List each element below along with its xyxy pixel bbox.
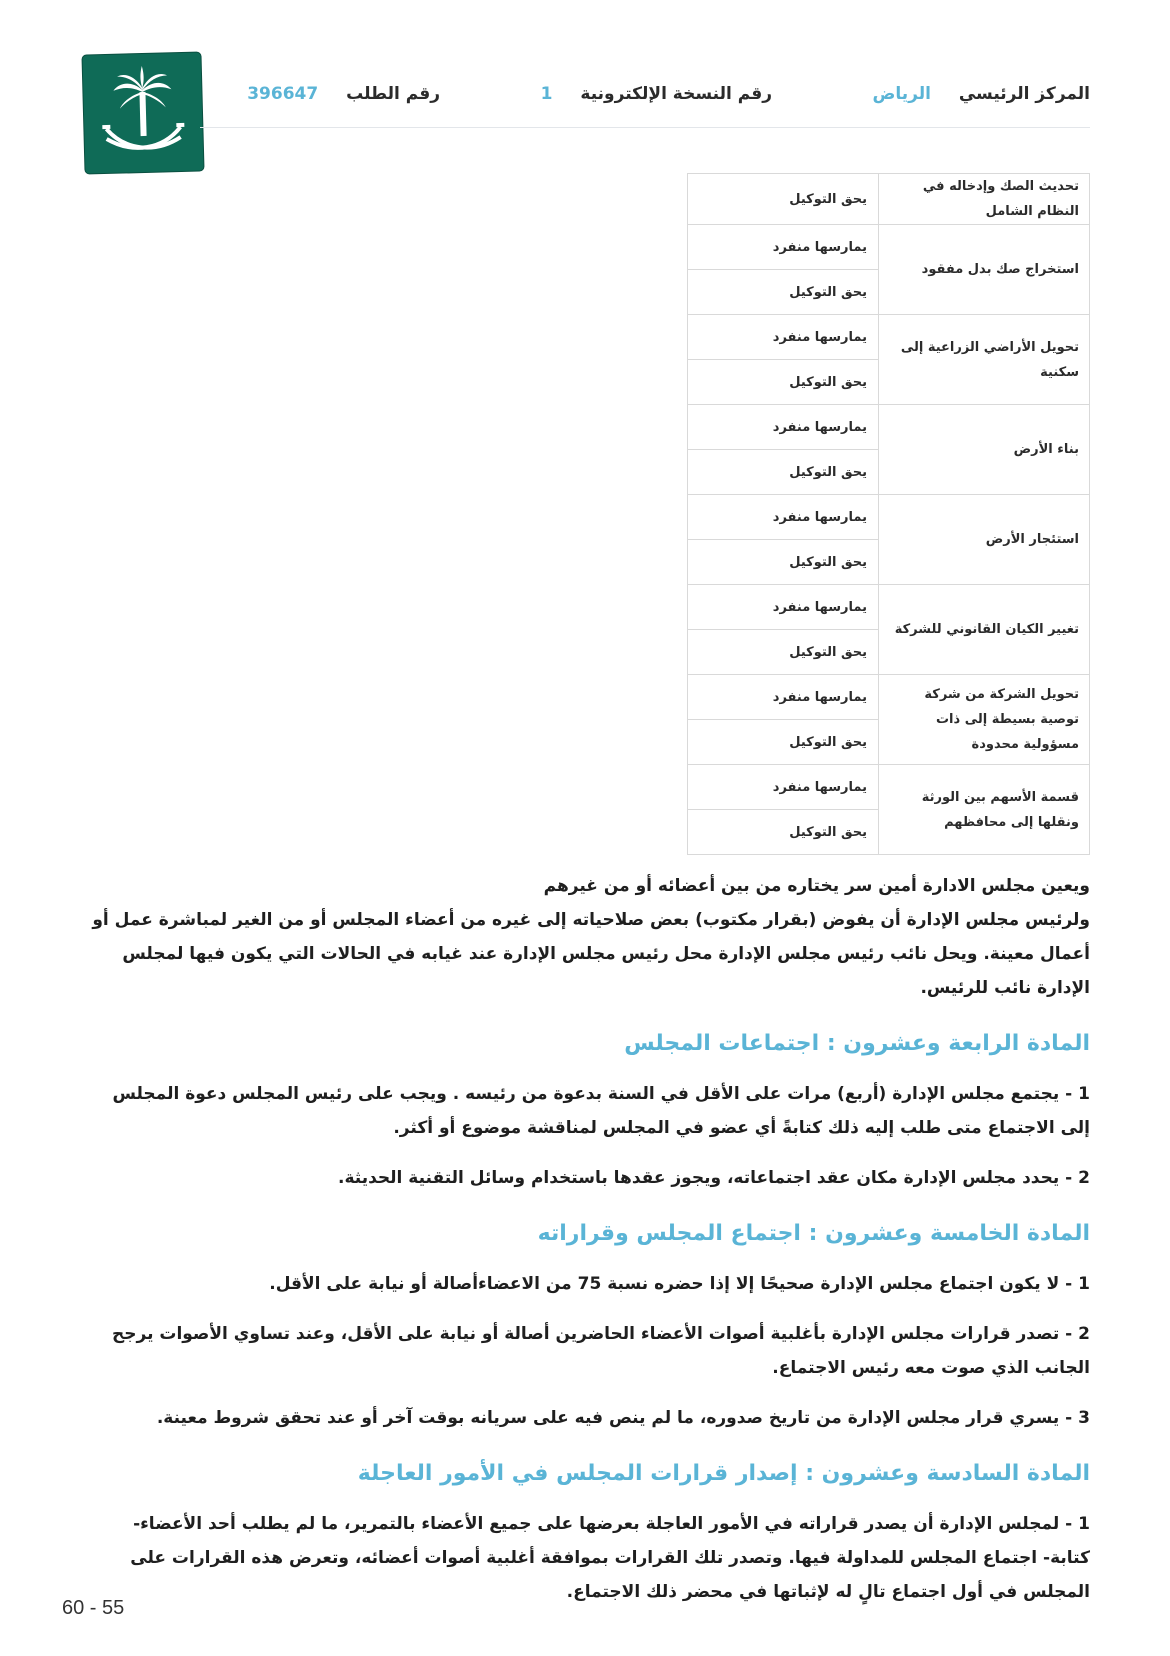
request-number-label: رقم الطلب bbox=[346, 84, 440, 104]
request-number-field bbox=[247, 84, 440, 104]
authority-value: يمارسها منفرد bbox=[688, 315, 879, 360]
national-emblem-logo bbox=[82, 52, 203, 173]
authority-value: يمارسها منفرد bbox=[688, 405, 879, 450]
authority-value: يحق التوكيل bbox=[688, 810, 879, 855]
page-number: 60 - 55 bbox=[62, 1597, 125, 1619]
authority-value: يحق التوكيل bbox=[688, 174, 879, 225]
authority-name: تحويل الشركة من شركة توصية بسيطة إلى ذات مسؤولية محدودة bbox=[879, 675, 1090, 765]
authority-value: يحق التوكيل bbox=[688, 630, 879, 675]
copy-number-value: 1 bbox=[540, 84, 553, 104]
authority-value: يحق التوكيل bbox=[688, 450, 879, 495]
table-row bbox=[688, 225, 1090, 270]
authority-value: يمارسها منفرد bbox=[688, 225, 879, 270]
intro-paragraph: ولرئيس مجلس الإدارة أن يفوض (بقرار مكتوب) بعض صلاحياته إلى غيره من أعضاء المجلس أو من الغير لمباشرة عمل أو أعمال معينة. ويحل نائب رئيس مجلس الإدارة محل رئيس مجلس الإدارة عند غيابه في الحالات التي يكون فيها لمجلس الإدارة نائب للرئيس. bbox=[92, 910, 1090, 998]
table-row bbox=[688, 585, 1090, 630]
article-25-clause-2: 2 - تصدر قرارات مجلس الإدارة بأغلبية أصوات الأعضاء الحاضرين أصالة أو نيابة على الأقل، وعند تساوي الأصوات يرجح الجانب الذي صوت معه رئيس الاجتماع. bbox=[111, 1324, 1090, 1378]
authority-name: تحديث الصك وإدخاله في النظام الشامل bbox=[879, 174, 1090, 225]
document-header bbox=[220, 80, 1090, 120]
table-row bbox=[688, 495, 1090, 540]
authority-value: يمارسها منفرد bbox=[688, 495, 879, 540]
copy-number-field bbox=[541, 84, 772, 104]
table-row bbox=[688, 765, 1090, 810]
authority-value: يحق التوكيل bbox=[688, 540, 879, 585]
article-25-clause-1: 1 - لا يكون اجتماع مجلس الإدارة صحيحًا إلا إذا حضره نسبة 75 من الاعضاءأصالة أو نيابة على الأقل. bbox=[269, 1274, 1090, 1294]
copy-number-label: رقم النسخة الإلكترونية bbox=[580, 84, 772, 104]
table-row bbox=[688, 315, 1090, 360]
branch-label: المركز الرئيسي bbox=[958, 84, 1090, 104]
authority-value: يحق التوكيل bbox=[688, 270, 879, 315]
authority-value: يمارسها منفرد bbox=[688, 765, 879, 810]
branch-field bbox=[872, 84, 1090, 104]
authority-value: يمارسها منفرد bbox=[688, 585, 879, 630]
authority-value: يحق التوكيل bbox=[688, 360, 879, 405]
authority-value: يحق التوكيل bbox=[688, 720, 879, 765]
palm-and-swords-icon bbox=[82, 52, 203, 173]
header-divider bbox=[200, 127, 1090, 128]
article-24-clause-1: 1 - يجتمع مجلس الإدارة (أربع) مرات على الأقل في السنة بدعوة من رئيسه . ويجب على رئيس المجلس دعوة المجلس إلى الاجتماع متى طلب إليه ذلك كتابةً أي عضو في المجلس لمناقشة موضوع أو أكثر. bbox=[112, 1084, 1090, 1138]
authorities-table bbox=[687, 173, 1090, 855]
article-26-clause-1: 1 - لمجلس الإدارة أن يصدر قراراته في الأمور العاجلة بعرضها على جميع الأعضاء بالتمرير، ما لم يطلب أحد الأعضاء- كتابة- اجتماع المجلس للمداولة فيها. وتصدر تلك القرارات بموافقة أغلبية أصوات أعضائه، وتعرض هذه القرارات على المجلس في أول اجتماع تالٍ له لإثباتها في محضر ذلك الاجتماع. bbox=[130, 1514, 1090, 1602]
table-row bbox=[688, 675, 1090, 720]
article-24-clause-2: 2 - يحدد مجلس الإدارة مكان عقد اجتماعاته، ويجوز عقدها باستخدام وسائل التقنية الحديثة. bbox=[338, 1168, 1090, 1188]
authority-name: تحويل الأراضي الزراعية إلى سكنية bbox=[879, 315, 1090, 405]
table-row bbox=[688, 405, 1090, 450]
article-25-heading: المادة الخامسة وعشرون : اجتماع المجلس وقراراته bbox=[537, 1221, 1090, 1246]
authority-name: بناء الأرض bbox=[879, 405, 1090, 495]
request-number-value: 396647 bbox=[247, 84, 319, 104]
authority-name: تغيير الكيان القانوني للشركة bbox=[879, 585, 1090, 675]
document-body bbox=[88, 869, 1090, 1609]
intro-paragraph: ويعين مجلس الادارة أمين سر يختاره من بين أعضائه أو من غيرهم bbox=[543, 876, 1090, 896]
branch-value: الرياض bbox=[872, 84, 931, 104]
authority-name: استئجار الأرض bbox=[879, 495, 1090, 585]
authority-name: استخراج صك بدل مفقود bbox=[879, 225, 1090, 315]
article-24-heading: المادة الرابعة وعشرون : اجتماعات المجلس bbox=[624, 1031, 1090, 1056]
article-26-heading: المادة السادسة وعشرون : إصدار قرارات المجلس في الأمور العاجلة bbox=[357, 1461, 1090, 1486]
authority-value: يمارسها منفرد bbox=[688, 675, 879, 720]
authority-name: قسمة الأسهم بين الورثة ونقلها إلى محافظهم bbox=[879, 765, 1090, 855]
article-25-clause-3: 3 - يسري قرار مجلس الإدارة من تاريخ صدوره، ما لم ينص فيه على سريانه بوقت آخر أو عند تحقق شروط معينة. bbox=[156, 1408, 1090, 1428]
table-row bbox=[688, 174, 1090, 225]
